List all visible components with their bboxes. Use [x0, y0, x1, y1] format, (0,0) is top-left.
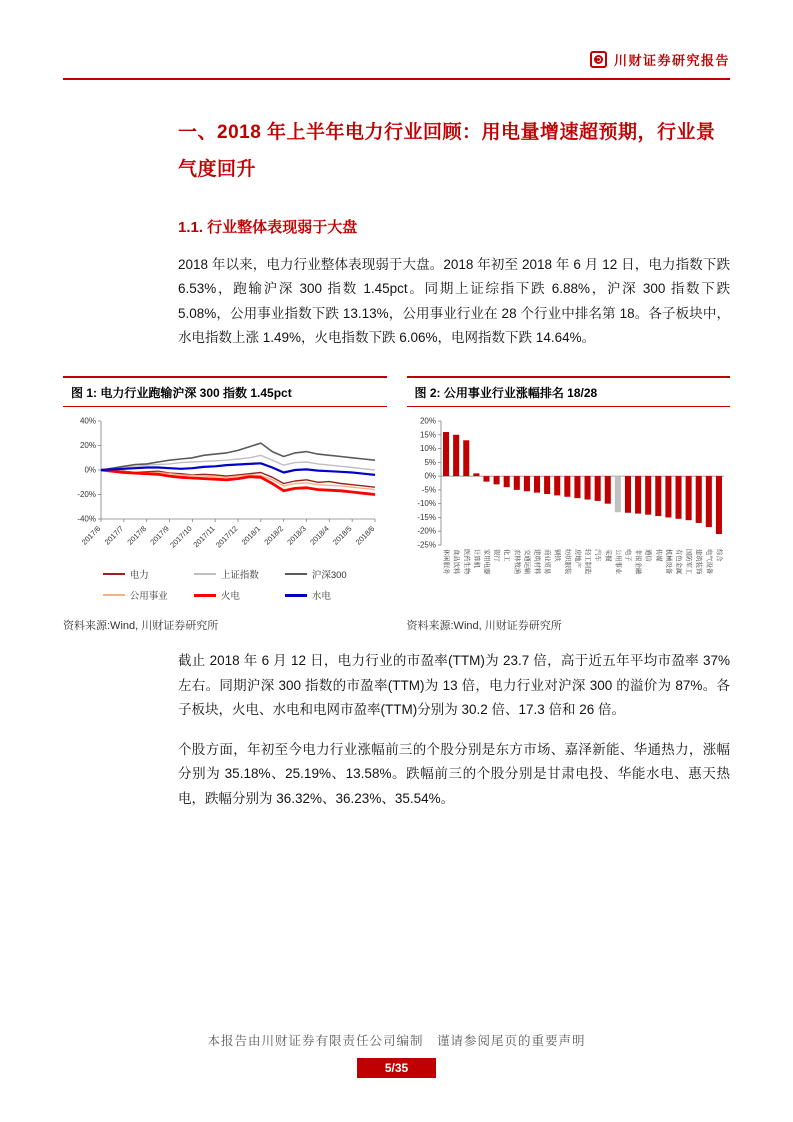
legend-item [285, 567, 347, 581]
figure-1-chart-area [63, 407, 387, 563]
svg-text:国防军工: 国防军工 [684, 549, 692, 575]
legend-swatch-icon [285, 594, 307, 597]
svg-text:2017/6: 2017/6 [79, 524, 103, 547]
legend-item [285, 588, 347, 602]
brand-logo-emblem [594, 55, 603, 64]
svg-text:公用事业: 公用事业 [613, 549, 621, 575]
figure-1-title: 图 1: 电力行业跑输沪深 300 指数 1.45pct [63, 376, 387, 407]
svg-text:建筑材料: 建筑材料 [533, 549, 541, 575]
svg-text:电子: 电子 [623, 549, 631, 562]
svg-text:-5%: -5% [421, 485, 436, 495]
svg-text:钢铁: 钢铁 [553, 549, 561, 562]
svg-text:0%: 0% [84, 465, 96, 475]
footer-disclaimer: 本报告由川财证券有限责任公司编制 谨请参阅尾页的重要声明 [207, 1034, 586, 1048]
svg-text:通信: 通信 [644, 549, 652, 562]
legend-label: 火电 [220, 591, 240, 603]
page-header [63, 0, 730, 80]
svg-text:-10%: -10% [416, 499, 436, 509]
svg-text:汽车: 汽车 [593, 549, 601, 562]
svg-text:-15%: -15% [416, 513, 436, 523]
page-title: 一、2018 年上半年电力行业回顾：用电量增速超预期，行业景气度回升 [178, 122, 716, 181]
legend-swatch-icon [285, 573, 307, 575]
svg-text:2017/11: 2017/11 [191, 524, 217, 550]
figure-1-source: 资料来源:Wind, 川财证券研究所 [63, 620, 219, 633]
svg-text:2018/6: 2018/6 [353, 524, 377, 547]
svg-text:计算机: 计算机 [472, 549, 480, 569]
section-heading: 1.1. 行业整体表现弱于大盘 [178, 219, 358, 237]
svg-text:交通运输: 交通运输 [522, 549, 530, 575]
bar-chart [407, 413, 729, 609]
svg-text:2017/7: 2017/7 [102, 524, 126, 547]
svg-text:食品饮料: 食品饮料 [452, 549, 460, 575]
svg-text:2018/5: 2018/5 [330, 524, 354, 547]
brand-title: 川财证券研究报告 [613, 53, 730, 68]
figure-2-title: 图 2: 公用事业行业涨幅排名 18/28 [407, 376, 731, 407]
svg-text:综合: 综合 [714, 549, 722, 562]
legend-swatch-icon [103, 573, 125, 575]
legend-item [194, 567, 259, 581]
legend-item [194, 588, 259, 602]
paragraph-stocks: 个股方面，年初至今电力行业涨幅前三的个股分别是东方市场、嘉泽新能、华通热力，涨幅分别为 35.18%、25.19%、13.58%。跌幅前三的个股分别是甘肃电投、华能水电、惠天热电，跌幅分别为 36.32%、36.23%、35.54%。 [178, 742, 730, 806]
svg-text:电气设备: 电气设备 [704, 549, 712, 575]
svg-text:10%: 10% [419, 444, 436, 454]
svg-text:40%: 40% [79, 416, 96, 426]
svg-text:化工: 化工 [502, 549, 510, 562]
figure-2 [407, 376, 731, 633]
brand-logo-icon [590, 51, 607, 68]
figure-2-source: 资料来源:Wind, 川财证券研究所 [406, 620, 562, 633]
legend-label: 电力 [129, 570, 149, 582]
svg-text:建筑装饰: 建筑装饰 [694, 549, 702, 575]
legend-swatch-icon [194, 594, 216, 597]
legend-swatch-icon [194, 573, 216, 575]
page-footer [0, 1031, 793, 1078]
svg-text:银行: 银行 [492, 549, 500, 562]
svg-text:-40%: -40% [77, 514, 96, 524]
svg-text:5%: 5% [423, 458, 436, 468]
page-number-badge: 5/35 [357, 1058, 436, 1078]
svg-text:传媒: 传媒 [654, 549, 662, 562]
svg-text:2017/10: 2017/10 [168, 524, 194, 550]
figures-row [63, 376, 730, 633]
figure-1 [63, 376, 387, 633]
legend-label: 公用事业 [129, 591, 168, 603]
svg-text:-20%: -20% [77, 490, 96, 500]
svg-text:2017/12: 2017/12 [213, 524, 240, 550]
svg-text:-20%: -20% [416, 527, 436, 537]
svg-text:0%: 0% [423, 471, 436, 481]
legend-swatch-icon [103, 594, 125, 596]
svg-text:家用电器: 家用电器 [482, 549, 490, 575]
legend-item [103, 567, 168, 581]
line-chart [63, 413, 385, 563]
svg-text:2018/4: 2018/4 [308, 524, 331, 547]
svg-text:休闲服务: 休闲服务 [442, 549, 450, 575]
svg-text:商业贸易: 商业贸易 [543, 549, 551, 575]
paragraph-industry-overview: 2018 年以来，电力行业整体表现弱于大盘。2018 年初至 2018 年 6 月 12 日，电力指数下跌 6.53%，跑输沪深 300 指数 1.45pct。同期上证综指下跌 6.88%，沪深 300 指数下跌 5.08%，公用事业指数下跌 13.13%，公用事业行业在 28 个行业中排名第 18。各子板块中，水电指数上涨 1.49%，火电指数下跌 6.06%，电网指数下跌 14.64%。 [178, 257, 730, 345]
svg-text:有色金属: 有色金属 [674, 549, 682, 575]
svg-text:2017/9: 2017/9 [148, 524, 171, 547]
svg-text:纺织服装: 纺织服装 [563, 549, 571, 575]
svg-text:机械设备: 机械设备 [664, 549, 672, 575]
svg-text:15%: 15% [419, 430, 436, 440]
svg-text:20%: 20% [79, 441, 96, 451]
brand [63, 50, 730, 69]
svg-text:房地产: 房地产 [573, 549, 581, 569]
legend-item [103, 588, 168, 602]
svg-text:2018/2: 2018/2 [262, 524, 286, 547]
paragraph-valuation: 截止 2018 年 6 月 12 日，电力行业的市盈率(TTM)为 23.7 倍，高于近五年平均市盈率 37%左右。同期沪深 300 指数的市盈率(TTM)为 13 倍，电力行业对沪深 300 的溢价为 87%。各子板块，火电、水电和电网市盈率(TTM)分别为 30.2 倍、17.3 倍和 26 倍。 [178, 653, 730, 717]
legend-label: 沪深300 [311, 570, 347, 582]
svg-text:农林牧渔: 农林牧渔 [512, 549, 520, 575]
svg-text:2017/8: 2017/8 [125, 524, 149, 547]
fig1-legend [63, 563, 387, 608]
figure-2-chart-area [407, 407, 731, 609]
svg-text:2018/3: 2018/3 [285, 524, 308, 547]
header-divider [63, 78, 730, 80]
svg-text:医药生物: 医药生物 [462, 549, 470, 575]
svg-text:2018/1: 2018/1 [239, 524, 263, 547]
legend-label: 上证指数 [220, 570, 259, 582]
svg-text:轻工制造: 轻工制造 [583, 549, 591, 575]
svg-text:20%: 20% [419, 416, 436, 426]
svg-text:非银金融: 非银金融 [634, 549, 642, 575]
svg-text:采掘: 采掘 [603, 549, 611, 562]
legend-label: 水电 [311, 591, 331, 603]
svg-text:-25%: -25% [416, 540, 436, 550]
